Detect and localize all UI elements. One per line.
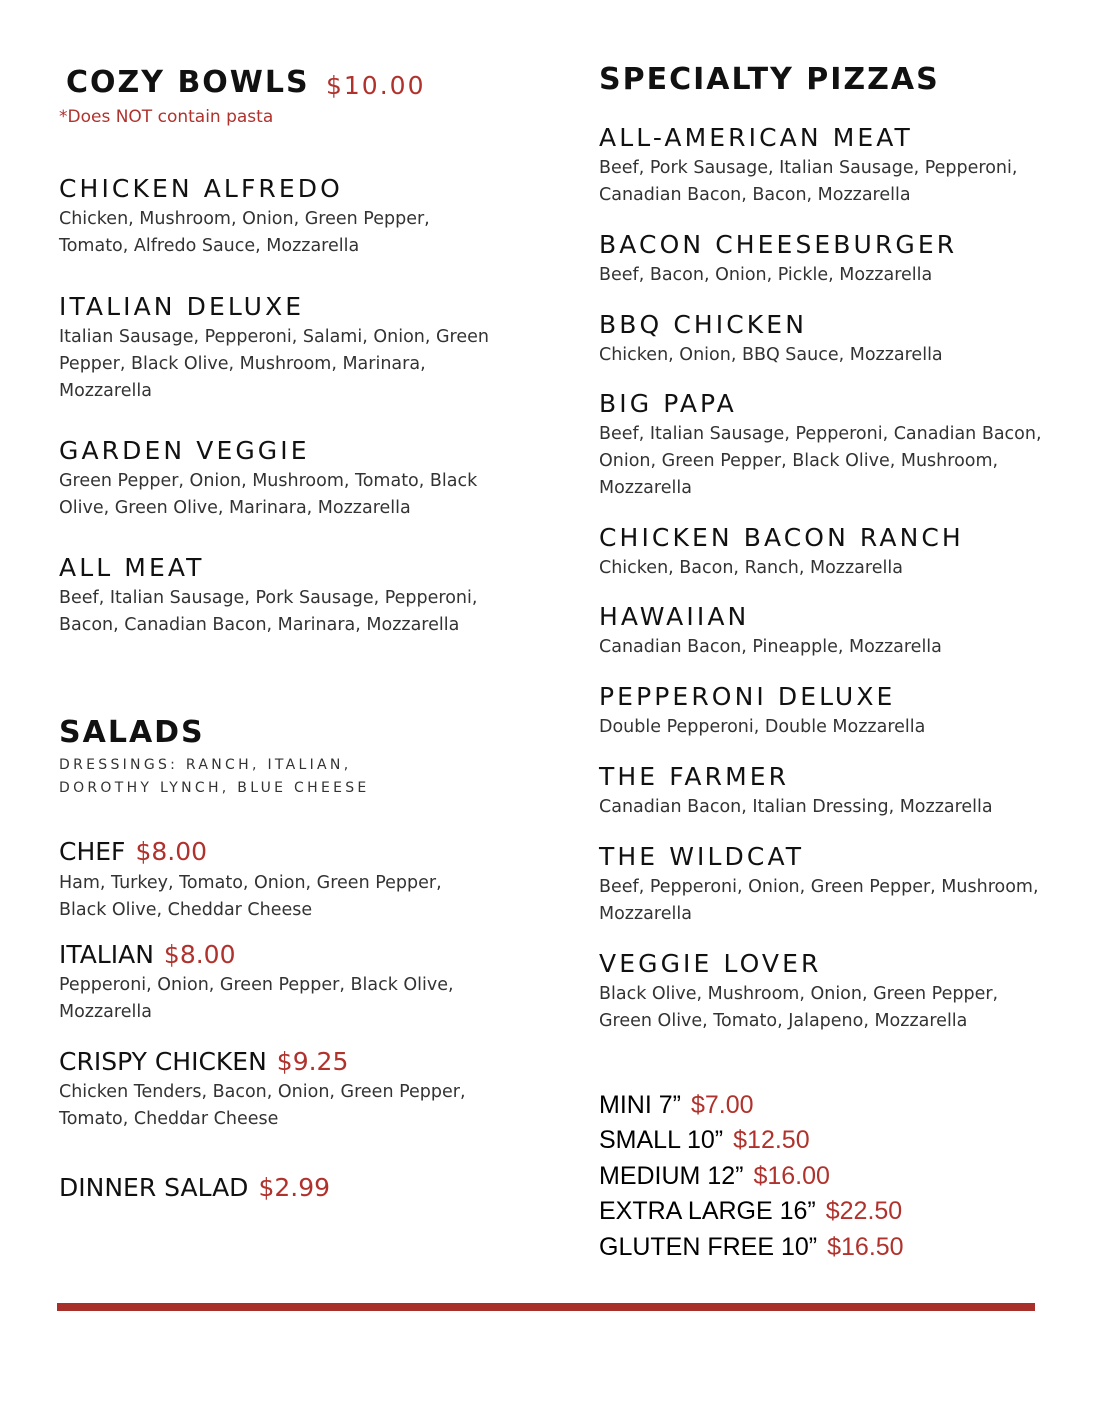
pizza-item-name: ALL-AMERICAN MEAT <box>599 123 913 152</box>
salads-title: SALADS <box>59 715 205 750</box>
pizza-item-name: CHICKEN BACON RANCH <box>599 523 964 552</box>
pizza-item-desc: Canadian Bacon, Italian Dressing, Mozzarella <box>599 797 993 817</box>
pizza-item-desc: Beef, Italian Sausage, Pepperoni, Canadian Bacon, Onion, Green Pepper, Black Olive, Mushroom, Mozzarella <box>599 424 1042 498</box>
pizza-size-price: $12.50 <box>733 1126 810 1154</box>
pizza-item-name: VEGGIE LOVER <box>599 949 822 978</box>
pizza-item-desc: Chicken, Bacon, Ranch, Mozzarella <box>599 558 903 578</box>
salad-item-desc: Chicken Tenders, Bacon, Onion, Green Pepper, Tomato, Cheddar Cheese <box>59 1082 466 1129</box>
salad-item-desc: Pepperoni, Onion, Green Pepper, Black Olive, Mozzarella <box>59 975 454 1022</box>
pizza-size-line <box>599 1128 810 1153</box>
salad-item-heading <box>59 1049 348 1074</box>
salads-dressings: DRESSINGS: RANCH, ITALIAN, DOROTHY LYNCH, BLUE CHEESE <box>59 757 370 796</box>
cozy-bowls-title: COZY BOWLS <box>66 65 310 100</box>
pizza-size-line <box>599 1093 754 1118</box>
pizza-item-name: BIG PAPA <box>599 389 737 418</box>
pizza-item-name: THE WILDCAT <box>599 842 805 871</box>
bowl-item-name: ITALIAN DELUXE <box>59 292 305 321</box>
bowl-item-name: CHICKEN ALFREDO <box>59 174 343 203</box>
salad-item-name: CRISPY CHICKEN <box>59 1047 267 1076</box>
bowl-item-desc: Beef, Italian Sausage, Pork Sausage, Pepperoni, Bacon, Canadian Bacon, Marinara, Mozzarella <box>59 588 478 635</box>
bowl-item-desc: Italian Sausage, Pepperoni, Salami, Onion, Green Pepper, Black Olive, Mushroom, Marinara, Mozzarella <box>59 327 489 401</box>
pizza-item-name: BACON CHEESEBURGER <box>599 230 958 259</box>
pizza-size-label: GLUTEN FREE 10” <box>599 1233 818 1261</box>
pizza-item-desc: Black Olive, Mushroom, Onion, Green Pepper, Green Olive, Tomato, Jalapeno, Mozzarella <box>599 984 999 1031</box>
pizza-item-name: PEPPERONI DELUXE <box>599 682 896 711</box>
bowl-item-desc: Chicken, Mushroom, Onion, Green Pepper, Tomato, Alfredo Sauce, Mozzarella <box>59 209 430 256</box>
salad-item-heading <box>59 839 207 864</box>
pizza-size-label: MEDIUM 12” <box>599 1162 744 1190</box>
bowl-item-name: GARDEN VEGGIE <box>59 436 310 465</box>
pizza-item-desc: Beef, Pork Sausage, Italian Sausage, Pepperoni, Canadian Bacon, Bacon, Mozzarella <box>599 158 1018 205</box>
salad-item-price: $8.00 <box>163 940 236 969</box>
cozy-bowls-note: *Does NOT contain pasta <box>59 107 274 127</box>
specialty-pizzas-title: SPECIALTY PIZZAS <box>599 62 940 97</box>
salad-item-name: DINNER SALAD <box>59 1173 249 1202</box>
salad-item-heading <box>59 1175 330 1200</box>
bowl-item-name: ALL MEAT <box>59 553 205 582</box>
salad-item-price: $8.00 <box>135 837 208 866</box>
pizza-item-desc: Canadian Bacon, Pineapple, Mozzarella <box>599 637 942 657</box>
pizza-item-desc: Beef, Pepperoni, Onion, Green Pepper, Mushroom, Mozzarella <box>599 877 1039 924</box>
pizza-size-label: SMALL 10” <box>599 1126 724 1154</box>
salad-item-name: CHEF <box>59 837 126 866</box>
salad-item-price: $2.99 <box>258 1173 331 1202</box>
salad-item-desc: Ham, Turkey, Tomato, Onion, Green Pepper, Black Olive, Cheddar Cheese <box>59 873 442 920</box>
salad-item-heading <box>59 942 236 967</box>
pizza-item-desc: Beef, Bacon, Onion, Pickle, Mozzarella <box>599 265 933 285</box>
pizza-size-label: MINI 7” <box>599 1091 681 1119</box>
pizza-item-desc: Double Pepperoni, Double Mozzarella <box>599 717 926 737</box>
bottom-divider <box>57 1303 1035 1311</box>
pizza-item-name: BBQ CHICKEN <box>599 310 808 339</box>
pizza-size-price: $16.00 <box>753 1162 830 1190</box>
pizza-size-price: $16.50 <box>827 1233 904 1261</box>
pizza-size-line <box>599 1235 904 1260</box>
salad-item-price: $9.25 <box>276 1047 349 1076</box>
pizza-size-line <box>599 1199 902 1224</box>
pizza-item-desc: Chicken, Onion, BBQ Sauce, Mozzarella <box>599 345 943 365</box>
pizza-size-line <box>599 1164 830 1189</box>
cozy-bowls-price: $10.00 <box>326 71 426 100</box>
pizza-item-name: THE FARMER <box>599 762 790 791</box>
bowl-item-desc: Green Pepper, Onion, Mushroom, Tomato, Black Olive, Green Olive, Marinara, Mozzarella <box>59 471 478 518</box>
pizza-item-name: HAWAIIAN <box>599 602 750 631</box>
pizza-size-label: EXTRA LARGE 16” <box>599 1197 816 1225</box>
salad-item-name: ITALIAN <box>59 940 154 969</box>
pizza-size-price: $7.00 <box>690 1091 754 1119</box>
pizza-size-price: $22.50 <box>825 1197 903 1225</box>
